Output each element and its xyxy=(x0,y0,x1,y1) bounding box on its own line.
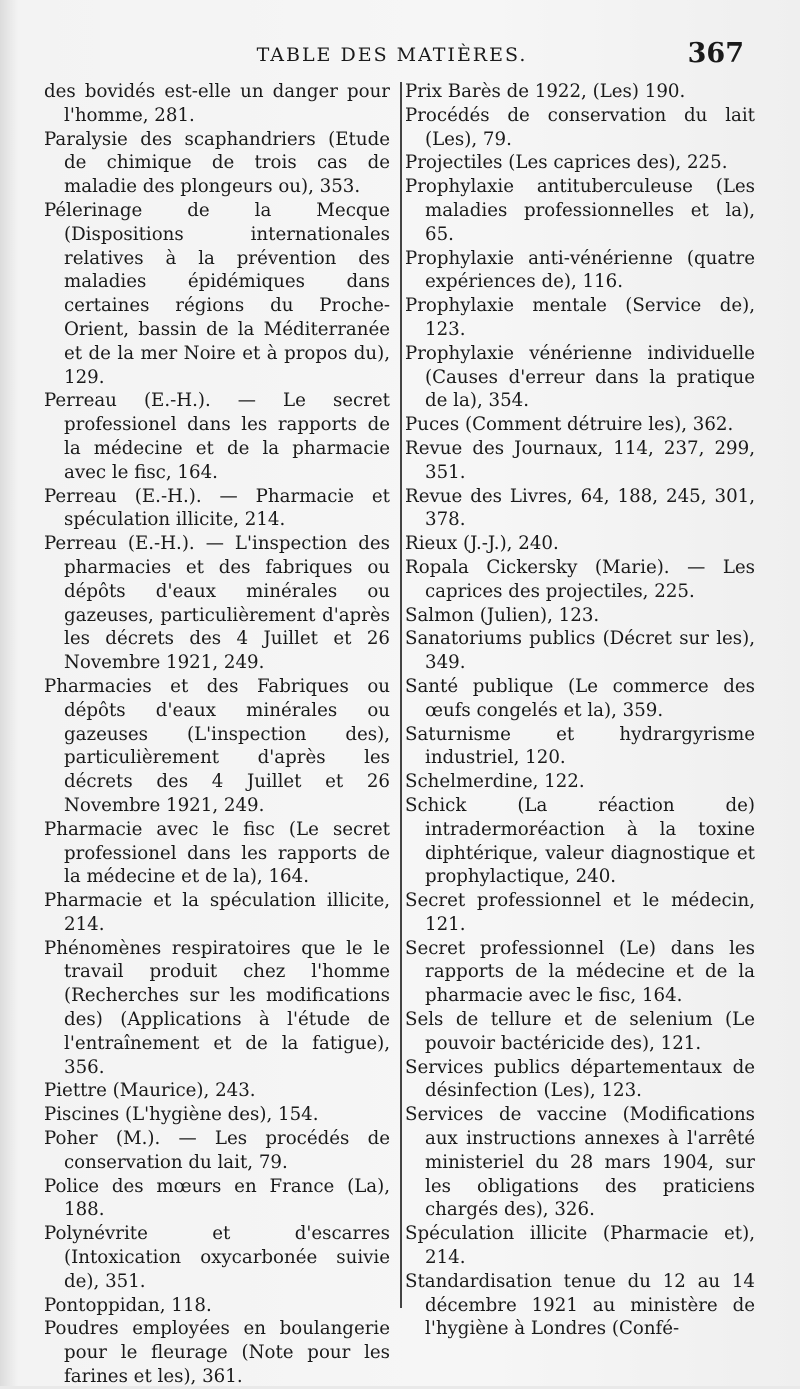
index-entry: Sanatoriums publics (Décret sur les), 349. xyxy=(405,628,755,674)
index-entry: Schelmerdine, 122. xyxy=(405,771,585,793)
page-number: 367 xyxy=(687,38,744,69)
index-entry: Santé publique (Le commerce des œufs congelés et la), 359. xyxy=(405,675,755,721)
index-entry: Paralysie des scaphandriers (Etude de chimique de trois cas de maladie des plongeurs ou), 353. xyxy=(44,128,390,198)
index-entry: Schick (La réaction de) intradermoréaction à la toxine diphtérique, valeur diagnostique et prophylactique, 240. xyxy=(405,794,755,888)
index-entry: Spéculation illicite (Pharmacie et), 214. xyxy=(405,1223,755,1269)
index-entry: Prophylaxie mentale (Service de), 123. xyxy=(405,295,755,340)
index-entry: Revue des Journaux, 114, 237, 299, 351. xyxy=(405,437,755,483)
index-entry: Services publics départementaux de désinfection (Les), 123. xyxy=(405,1056,755,1102)
index-entry: Services de vaccine (Modifications aux instructions annexes à l'arrêté ministeriel du 28 mars 1904, sur les obligations des praticiens chargés des), 326. xyxy=(405,1104,755,1221)
index-entry: Prophylaxie anti-vénérienne (quatre expériences de), 116. xyxy=(405,247,755,293)
index-entry: Pharmacie et la spéculation illicite, 214. xyxy=(44,890,390,935)
index-entry: Prophylaxie antituberculeuse (Les maladies professionnelles et la), 65. xyxy=(405,176,755,245)
index-entry: Saturnisme et hydrargyrisme industriel, 120. xyxy=(405,723,755,769)
index-entry: Police des mœurs en France (La), 188. xyxy=(44,1175,390,1221)
index-entry: Ropala Cickersky (Marie). — Les caprices des projectiles, 225. xyxy=(405,556,755,602)
column-divider xyxy=(400,82,402,1308)
index-entry: Rieux (J.-J.), 240. xyxy=(405,533,559,555)
index-entry: Pharmacies et des Fabriques ou dépôts d'eaux minérales ou gazeuses (L'inspection des), particulièrement d'après les décrets des 4 Juillet et 26 Novembre 1921, 249. xyxy=(44,675,390,816)
index-entry: Poudres employées en boulangerie pour le fleurage (Note pour les farines et les), 361. xyxy=(44,1318,390,1388)
index-entry: Piscines (L'hygiène des), 154. xyxy=(44,1104,319,1126)
index-entry: Pharmacie avec le fisc (Le secret professionel dans les rapports de la médecine et de la), 164. xyxy=(44,818,390,888)
running-title: TABLE DES MATIÈRES. xyxy=(256,44,528,66)
index-entry: Phénomènes respiratoires que le le travail produit chez l'homme (Recherches sur les modifications des) (Applications à l'étude de l'entraînement et de la fatigue), 356. xyxy=(44,937,390,1078)
index-entry: Procédés de conservation du lait (Les), 79. xyxy=(405,104,755,150)
page-header xyxy=(44,38,744,80)
index-entry: Piettre (Maurice), 243. xyxy=(44,1080,256,1102)
left-column xyxy=(44,80,390,1389)
index-entry: Standardisation tenue du 12 au 14 décembre 1921 au ministère de l'hygiène à Londres (Confé- xyxy=(405,1270,755,1340)
index-entry: Puces (Comment détruire les), 362. xyxy=(405,414,734,436)
index-entry: Projectiles (Les caprices des), 225. xyxy=(405,152,728,174)
index-entry: Revue des Livres, 64, 188, 245, 301, 378. xyxy=(405,485,755,531)
index-entry: Secret professionnel et le médecin, 121. xyxy=(405,890,755,935)
index-entry: Pontoppidan, 118. xyxy=(44,1294,212,1316)
index-entry: Salmon (Julien), 123. xyxy=(405,604,600,626)
index-entry: Poher (M.). — Les procédés de conservation du lait, 79. xyxy=(44,1128,390,1173)
index-entry: Prix Barès de 1922, (Les) 190. xyxy=(405,81,686,102)
index-entry: Pélerinage de la Mecque (Dispositions internationales relatives à la prévention des maladies épidémiques dans certaines régions du Proche-Orient, bassin de la Méditerranée et de la mer Noire et à propos du), 129. xyxy=(44,199,390,388)
index-entry: Perreau (E.-H.). — Pharmacie et spéculation illicite, 214. xyxy=(44,485,390,531)
index-entry: Perreau (E.-H.). — Le secret professionel dans les rapports de la médecine et de la pharmacie avec le fisc, 164. xyxy=(44,390,390,483)
index-entry: Sels de tellure et de selenium (Le pouvoir bactéricide des), 121. xyxy=(405,1009,755,1054)
index-entry: des bovidés est-elle un danger pour l'homme, 281. xyxy=(44,81,390,126)
index-entry: Prophylaxie vénérienne individuelle (Causes d'erreur dans la pratique de la), 354. xyxy=(405,342,755,412)
right-column xyxy=(405,80,755,1341)
index-entry: Secret professionnel (Le) dans les rapports de la médecine et de la pharmacie avec le fisc, 164. xyxy=(405,937,755,1007)
index-entry: Polynévrite et d'escarres (Intoxication oxycarbonée suivie de), 351. xyxy=(44,1223,390,1292)
index-entry: Perreau (E.-H.). — L'inspection des pharmacies et des fabriques ou dépôts d'eaux minérales ou gazeuses, particulièrement d'après les décrets des 4 Juillet et 26 Novembre 1921, 249. xyxy=(44,533,390,674)
